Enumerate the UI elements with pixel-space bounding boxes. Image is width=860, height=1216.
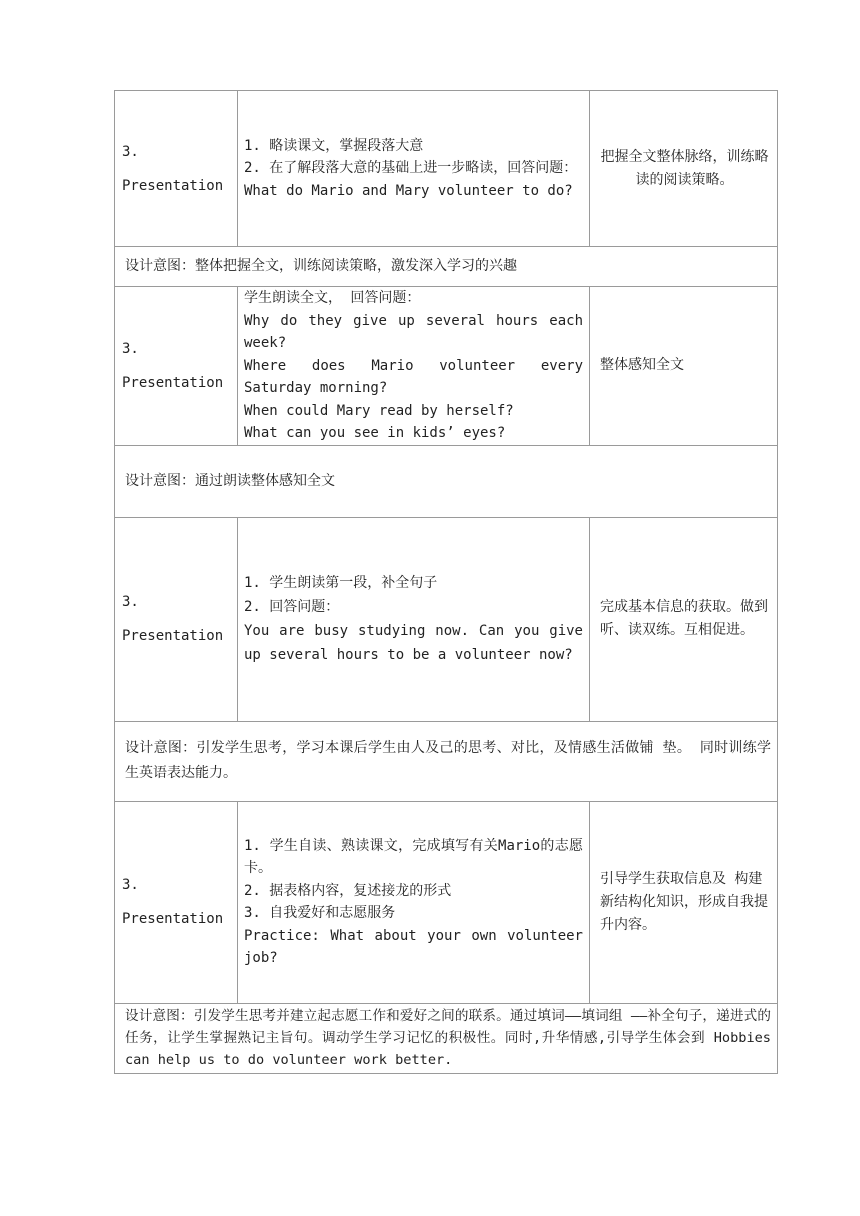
content-cell: [238, 801, 590, 1003]
stage-number: 3.: [122, 340, 139, 357]
design-intent-row: [115, 1003, 778, 1073]
purpose-text: 完成基本信息的获取。做到听、读双练。互相促进。: [600, 599, 768, 638]
purpose-text: 把握全文整体脉络，训练略读的阅读策略。: [600, 148, 769, 188]
purpose-cell: [590, 91, 778, 247]
stage-number: 3.: [122, 877, 139, 893]
activity-row: [115, 517, 778, 721]
content-line: You are busy studying now. Can you give up several hours to be a volunteer now?: [244, 623, 583, 663]
design-intent-row: [115, 721, 778, 801]
stage-cell: [115, 287, 238, 446]
design-intent-row: [115, 445, 778, 517]
content-line: 学生朗读全文， 回答问题：: [244, 290, 421, 306]
purpose-cell: [590, 517, 778, 721]
content-line: 1. 略读课文，掌握段落大意: [244, 137, 424, 154]
design-intent-text: 设计意图：整体把握全文，训练阅读策略，激发深入学习的兴趣: [125, 258, 517, 274]
stage-cell: [115, 517, 238, 721]
content-line: Where does Mario volunteer every Saturday morning?: [244, 357, 583, 396]
content-line: Practice: What about your own volunteer job?: [244, 927, 583, 966]
content-line: What can you see in kids’ eyes?: [244, 425, 506, 441]
design-intent-cell: [115, 1003, 778, 1073]
content-line: 2. 在了解段落大意的基础上进一步略读，回答问题：: [244, 160, 578, 177]
stage-name: Presentation: [122, 177, 224, 194]
stage-name: Presentation: [122, 374, 224, 391]
purpose-text: 整体感知全文: [600, 357, 684, 374]
activity-row: [115, 801, 778, 1003]
stage-number: 3.: [122, 594, 139, 610]
purpose-cell: [590, 287, 778, 446]
content-line: 3. 自我爱好和志愿服务: [244, 905, 396, 921]
purpose-text: 引导学生获取信息及 构建新结构化知识，形成自我提升内容。: [600, 870, 768, 933]
content-line: 1. 学生朗读第一段，补全句子: [244, 575, 438, 591]
design-intent-row: [115, 247, 778, 287]
design-intent-text: 设计意图：通过朗读整体感知全文: [125, 472, 335, 489]
design-intent-cell: [115, 247, 778, 287]
design-intent-cell: [115, 445, 778, 517]
stage-name: Presentation: [122, 628, 224, 644]
content-line: Why do they give up several hours each week?: [244, 312, 583, 351]
content-cell: [238, 517, 590, 721]
stage-cell: [115, 91, 238, 247]
content-line: 2. 据表格内容，复述接龙的形式: [244, 882, 452, 899]
content-line: What do Mario and Mary volunteer to do?: [244, 182, 573, 199]
content-cell: [238, 91, 590, 247]
content-line: When could Mary read by herself?: [244, 402, 514, 419]
design-intent-text: 设计意图：引发学生思考并建立起志愿工作和爱好之间的联系。通过填词——填词组 ——补全句子，递进式的任务，让学生掌握熟记主旨句。调动学生学习记忆的积极性。同时,升华情感,引导学生体会到 Hobbies can help us to do volunteer work better.: [125, 1008, 771, 1068]
design-intent-text: 设计意图：引发学生思考，学习本课后学生由人及己的思考、对比，及情感生活做铺 垫。 同时训练学生英语表达能力。: [125, 740, 771, 781]
content-line: 1. 学生自读、熟读课文，完成填写有关Mario的志愿卡。: [244, 837, 583, 876]
purpose-cell: [590, 801, 778, 1003]
activity-row: [115, 287, 778, 446]
content-cell: [238, 287, 590, 446]
stage-name: Presentation: [122, 911, 224, 927]
lesson-plan-table: [114, 90, 778, 1074]
stage-cell: [115, 801, 238, 1003]
activity-row: [115, 91, 778, 247]
stage-number: 3.: [122, 143, 139, 160]
content-line: 2. 回答问题：: [244, 599, 340, 615]
design-intent-cell: [115, 721, 778, 801]
